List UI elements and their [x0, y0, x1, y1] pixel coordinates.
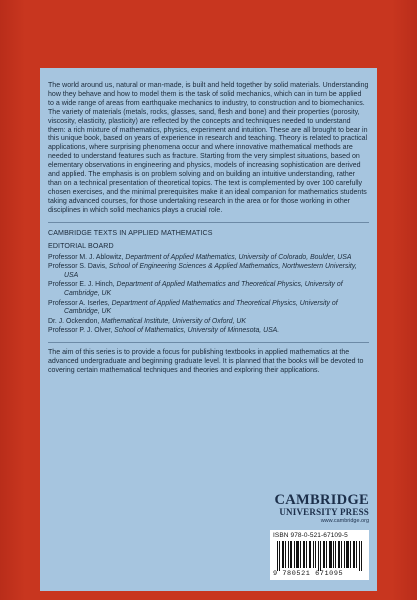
publisher-name: CAMBRIDGE — [274, 492, 369, 508]
barcode-digits: 9 780521 671095 — [273, 570, 344, 578]
board-member — [48, 327, 369, 336]
board-member — [48, 281, 369, 298]
member-affiliation: Department of Applied Mathematics and Theoretical Physics, University of Cambridge, UK — [64, 281, 343, 297]
barcode-icon — [273, 541, 366, 571]
member-name: Dr. J. Ockendon, — [48, 317, 102, 325]
editorial-board-heading: EDITORIAL BOARD — [48, 241, 114, 250]
board-member — [48, 263, 369, 280]
divider — [48, 342, 369, 343]
member-affiliation: Mathematical Institute, University of Oxford, UK — [101, 317, 246, 325]
series-title: CAMBRIDGE TEXTS IN APPLIED MATHEMATICS — [48, 228, 213, 237]
isbn-label: ISBN 978-0-521-67109-5 — [273, 532, 348, 539]
series-aim: The aim of this series is to provide a focus for publishing textbooks in applied mathematics at the advanced undergraduate and beginning graduate level. It is planned that the books will be devoted to covering certain mathematical techniques and theories and exploring their applications. — [48, 348, 364, 374]
isbn-barcode — [270, 530, 369, 580]
text-panel — [40, 68, 377, 591]
book-description: The world around us, natural or man-made, is built and held together by solid materials. Understanding how they behave and how to model them is the task of solid mechanics, which can in turn be applied to a wide range of areas from earthquake mechanics to industry, to construction and to biomechanics. The variety of materials (metals, rocks, glasses, sand, flesh and bone) and their properties (porosity, viscosity, elasticity, plasticity) are reflected by the concepts and techniques needed to understand them: a rich mixture of mathematics, physics, experiment and intuition. These are all brought to bear in this unique book, based on years of experience in research and teaching. Theory is related to practical applications, where surprising phenomena occur and where innovative mathematical methods are needed to understand features such as fracture. Starting from the very simplest situations, based on elementary observations in engineering and physics, models of increasing sophistication are derived and applied. The emphasis is on problem solving and on building an intuitive understanding, rather than on a technical presentation of theoretical topics. The text is complemented by over 100 carefully chosen exercises, and the minimal prerequisites make it an ideal companion for mathematics students taking advanced courses, for those undertaking research in the area or for those working in other disciplines in which solid mechanics plays a crucial role. — [48, 82, 369, 214]
member-name: Professor E. J. Hinch, — [48, 281, 117, 289]
member-affiliation: Department of Applied Mathematics, University of Colorado, Boulder, USA — [125, 253, 352, 261]
member-name: Professor M. J. Ablowitz, — [48, 253, 126, 261]
member-name: Professor A. Iserles, — [48, 299, 112, 307]
member-affiliation: School of Engineering Sciences & Applied Mathematics, Northwestern University, USA — [64, 263, 357, 279]
member-affiliation: Department of Applied Mathematics and Theoretical Physics, University of Cambridge, UK — [64, 299, 338, 316]
divider — [48, 222, 369, 223]
member-name: Professor P. J. Olver, — [48, 327, 115, 335]
publisher-logo — [274, 493, 369, 525]
member-affiliation: School of Mathematics, University of Minnesota, USA. — [114, 327, 280, 335]
member-name: Professor S. Davis, — [48, 263, 109, 271]
publisher-url: www.cambridge.org — [320, 518, 369, 524]
board-member — [48, 300, 369, 317]
board-member — [48, 254, 369, 263]
board-member — [48, 318, 369, 327]
publisher-subtitle: UNIVERSITY PRESS — [279, 507, 369, 517]
